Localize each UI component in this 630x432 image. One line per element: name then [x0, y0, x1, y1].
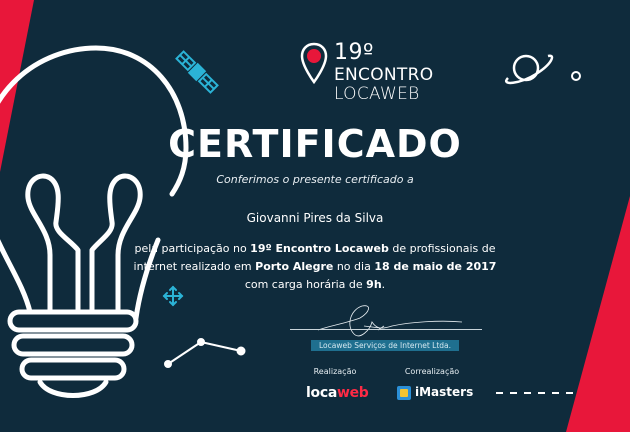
signature-label: Locaweb Serviços de Internet Ltda.: [311, 340, 459, 351]
body-line-1: pela participação no 19º Encontro Locaweb de profissionais de: [134, 242, 496, 255]
certificate-subtitle: Conferimos o presente certificado a: [216, 173, 414, 186]
body-line-3: com carga horária de 9h.: [244, 278, 386, 291]
map-pin-icon: [300, 42, 328, 86]
satellite-icon: [176, 51, 218, 93]
event-logo: [300, 40, 460, 102]
realizacao-label: Realização: [313, 367, 357, 376]
signature-line: [290, 329, 482, 330]
small-ring-dot: [572, 72, 580, 80]
certificate-body: [0, 240, 630, 294]
certificate-title: CERTIFICADO: [168, 122, 462, 166]
imasters-cube-icon: [397, 386, 411, 400]
body-line-2: internet realizado em Porto Alegre no dia 18 de maio de 2017: [133, 260, 497, 273]
imasters-logo-text: iMasters: [415, 385, 474, 399]
event-name-line2: LOCAWEB: [334, 84, 420, 104]
recipient-name: Giovanni Pires da Silva: [246, 211, 384, 225]
signature: [318, 306, 462, 336]
planet-icon: [506, 56, 552, 83]
event-number: 19º: [334, 40, 374, 65]
correalizacao-label: Correalização: [404, 367, 460, 376]
locaweb-logo: locaweb: [306, 385, 369, 401]
constellation-icon: [165, 339, 245, 367]
event-name-line1: ENCONTRO: [334, 65, 434, 85]
